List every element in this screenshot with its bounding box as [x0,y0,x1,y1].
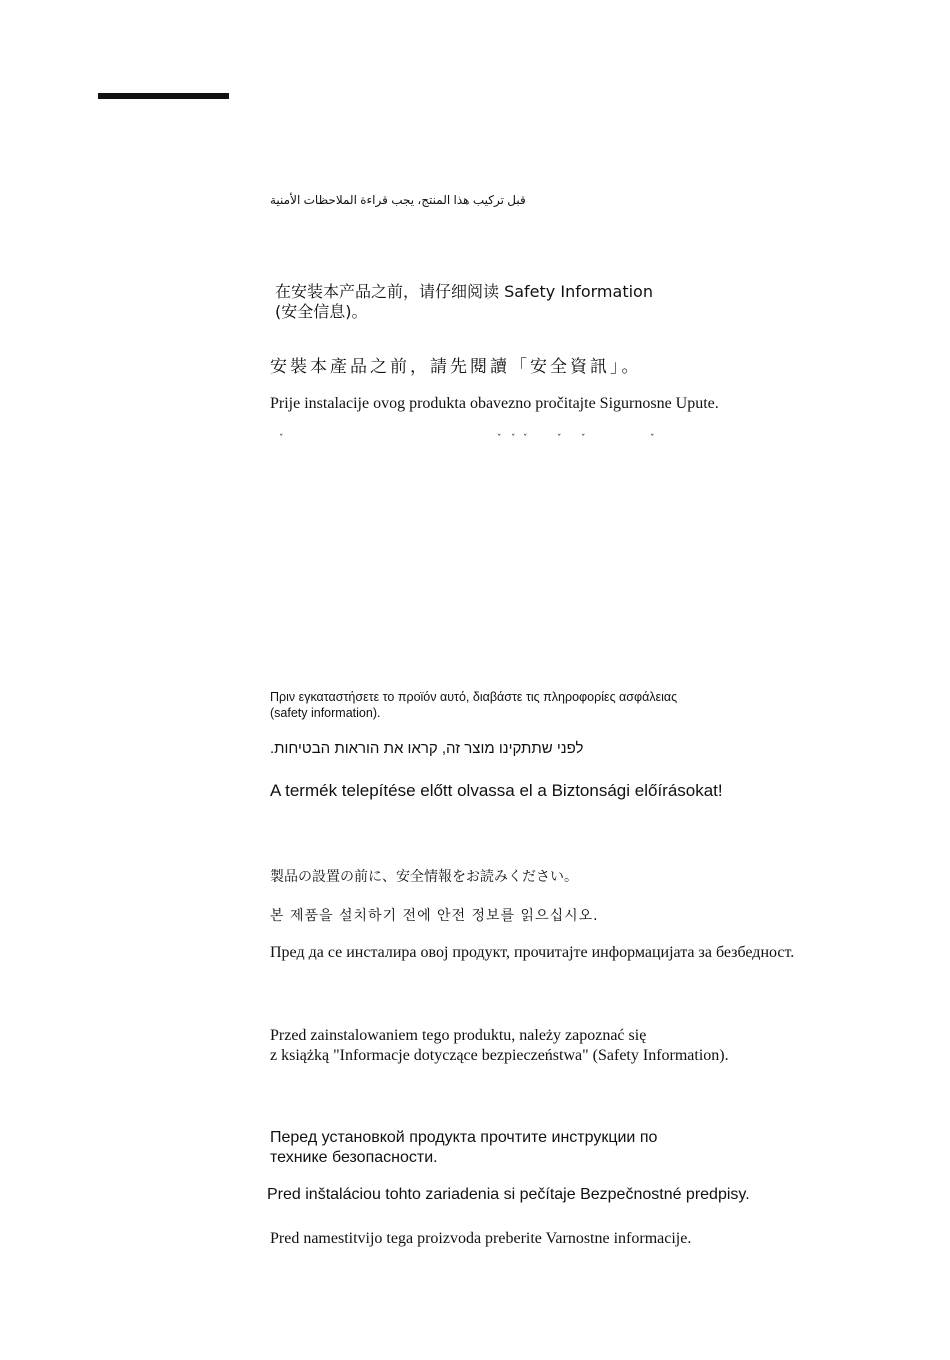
japanese-notice: 製品の設置の前に、安全情報をお読みください。 [270,869,578,885]
caret-mark: ˇ [523,434,528,444]
russian-notice [270,1128,657,1168]
russian-line-1: Перед установкой продукта прочтите инструкции по [270,1129,658,1146]
macedonian-notice: Пред да се инсталира овој продукт, прочитајте информацијата за безбедност. [270,944,795,961]
greek-line-1: Πριν εγκαταστήσετε το προϊόν αυτό, διαβάστε τις πληροφορίες ασφάλειας [270,690,678,704]
chinese-traditional-notice: 安裝本產品之前，請先閱讀「安全資訊」。 [270,357,642,377]
polish-notice [270,1026,729,1066]
arabic-notice: قبل تركيب هذا المنتج، يجب قراءة الملاحظات الأمنية [270,193,526,207]
caret-mark: ˇ [511,434,516,444]
caret-marks-row [0,434,950,448]
hebrew-notice: לפני שתתקינו מוצר זה, קראו את הוראות הבטיחות. [270,740,584,757]
chinese-simplified-line-2: (安全信息)。 [275,302,368,321]
chinese-simplified-notice [275,282,653,322]
caret-mark: ˇ [497,434,502,444]
korean-notice: 본 제품을 설치하기 전에 안전 정보를 읽으십시오. [270,908,599,924]
polish-line-2: z książką "Informacje dotyczące bezpieczeństwa" (Safety Information). [270,1047,729,1064]
caret-mark: ˇ [557,434,562,444]
greek-notice [270,689,677,721]
polish-line-1: Przed zainstalowaniem tego produktu, należy zapoznać się [270,1027,647,1044]
slovak-notice: Pred inštaláciou tohto zariadenia si pečítaje Bezpečnostné predpisy. [267,1186,750,1203]
caret-mark: ˇ [279,434,284,444]
header-rule [98,93,229,99]
russian-line-2: технике безопасности. [270,1149,438,1166]
caret-mark: ˇ [581,434,586,444]
chinese-simplified-line-1: 在安装本产品之前，请仔细阅读 Safety Information [275,282,653,301]
greek-line-2: (safety information). [270,706,381,720]
hungarian-notice: A termék telepítése előtt olvassa el a Biztonsági előírásokat! [270,781,723,800]
caret-mark: ˇ [650,434,655,444]
croatian-notice: Prije instalacije ovog produkta obavezno pročitajte Sigurnosne Upute. [270,395,719,412]
slovenian-notice: Pred namestitvijo tega proizvoda preberite Varnostne informacije. [270,1230,692,1247]
